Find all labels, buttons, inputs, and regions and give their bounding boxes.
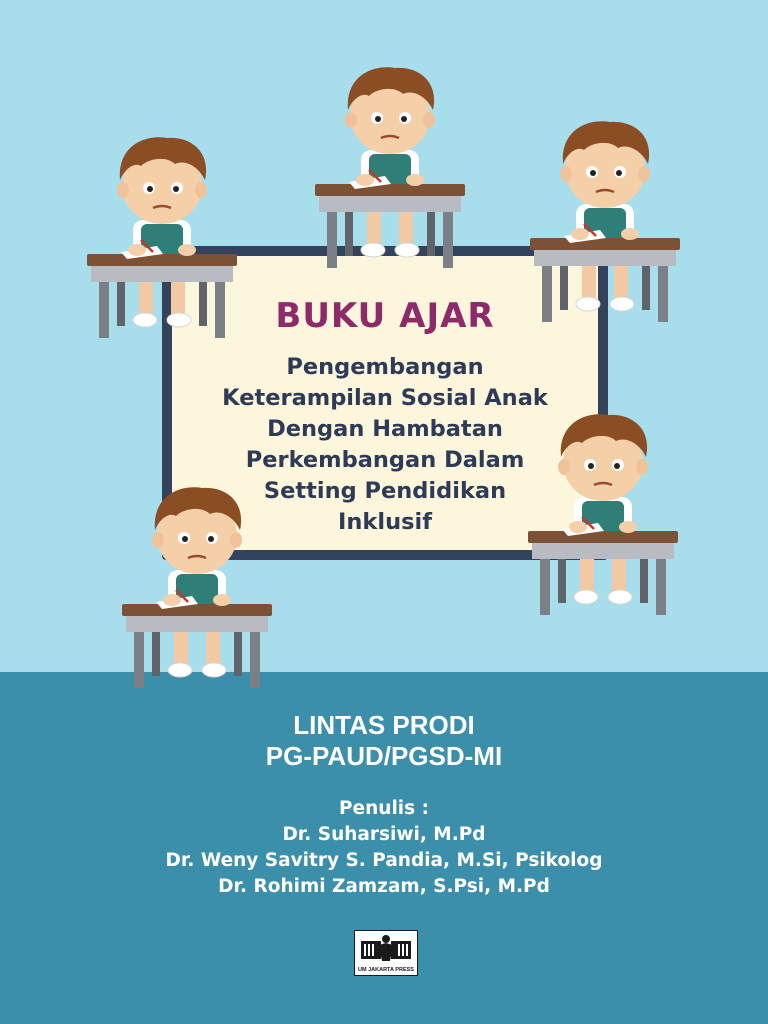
student-at-desk-illustration [82,128,242,343]
student-at-desk-illustration [530,112,680,327]
subtitle-line: Setting Pendidikan [263,478,507,504]
author-name: Dr. Weny Savitry S. Pandia, M.Si, Psikolog [165,850,603,871]
program-line: PG-PAUD/PGSD-MI [265,741,503,771]
publisher-name: UM JAKARTA PRESS [358,967,414,973]
student-at-desk-illustration [528,405,678,620]
program-line: LINTAS PRODI [293,710,475,740]
publisher-logo-icon [354,930,418,976]
subtitle-line: Keterampilan Sosial Anak [222,385,548,411]
book-title: BUKU AJAR [275,296,495,336]
publisher-emblem-icon [355,931,417,965]
subtitle-line: Dengan Hambatan [267,416,503,442]
author-name: Dr. Suharsiwi, M.Pd [282,824,486,845]
program-label [0,710,768,772]
authors-block [0,796,768,900]
subtitle-line: Pengembangan [286,354,484,380]
authors-label: Penulis : [339,798,429,819]
student-at-desk-illustration [314,58,466,273]
author-name: Dr. Rohimi Zamzam, S.Psi, M.Pd [218,876,550,897]
subtitle-line: Inklusif [338,509,432,535]
subtitle-line: Perkembangan Dalam [245,447,525,473]
student-at-desk-illustration [116,478,278,693]
